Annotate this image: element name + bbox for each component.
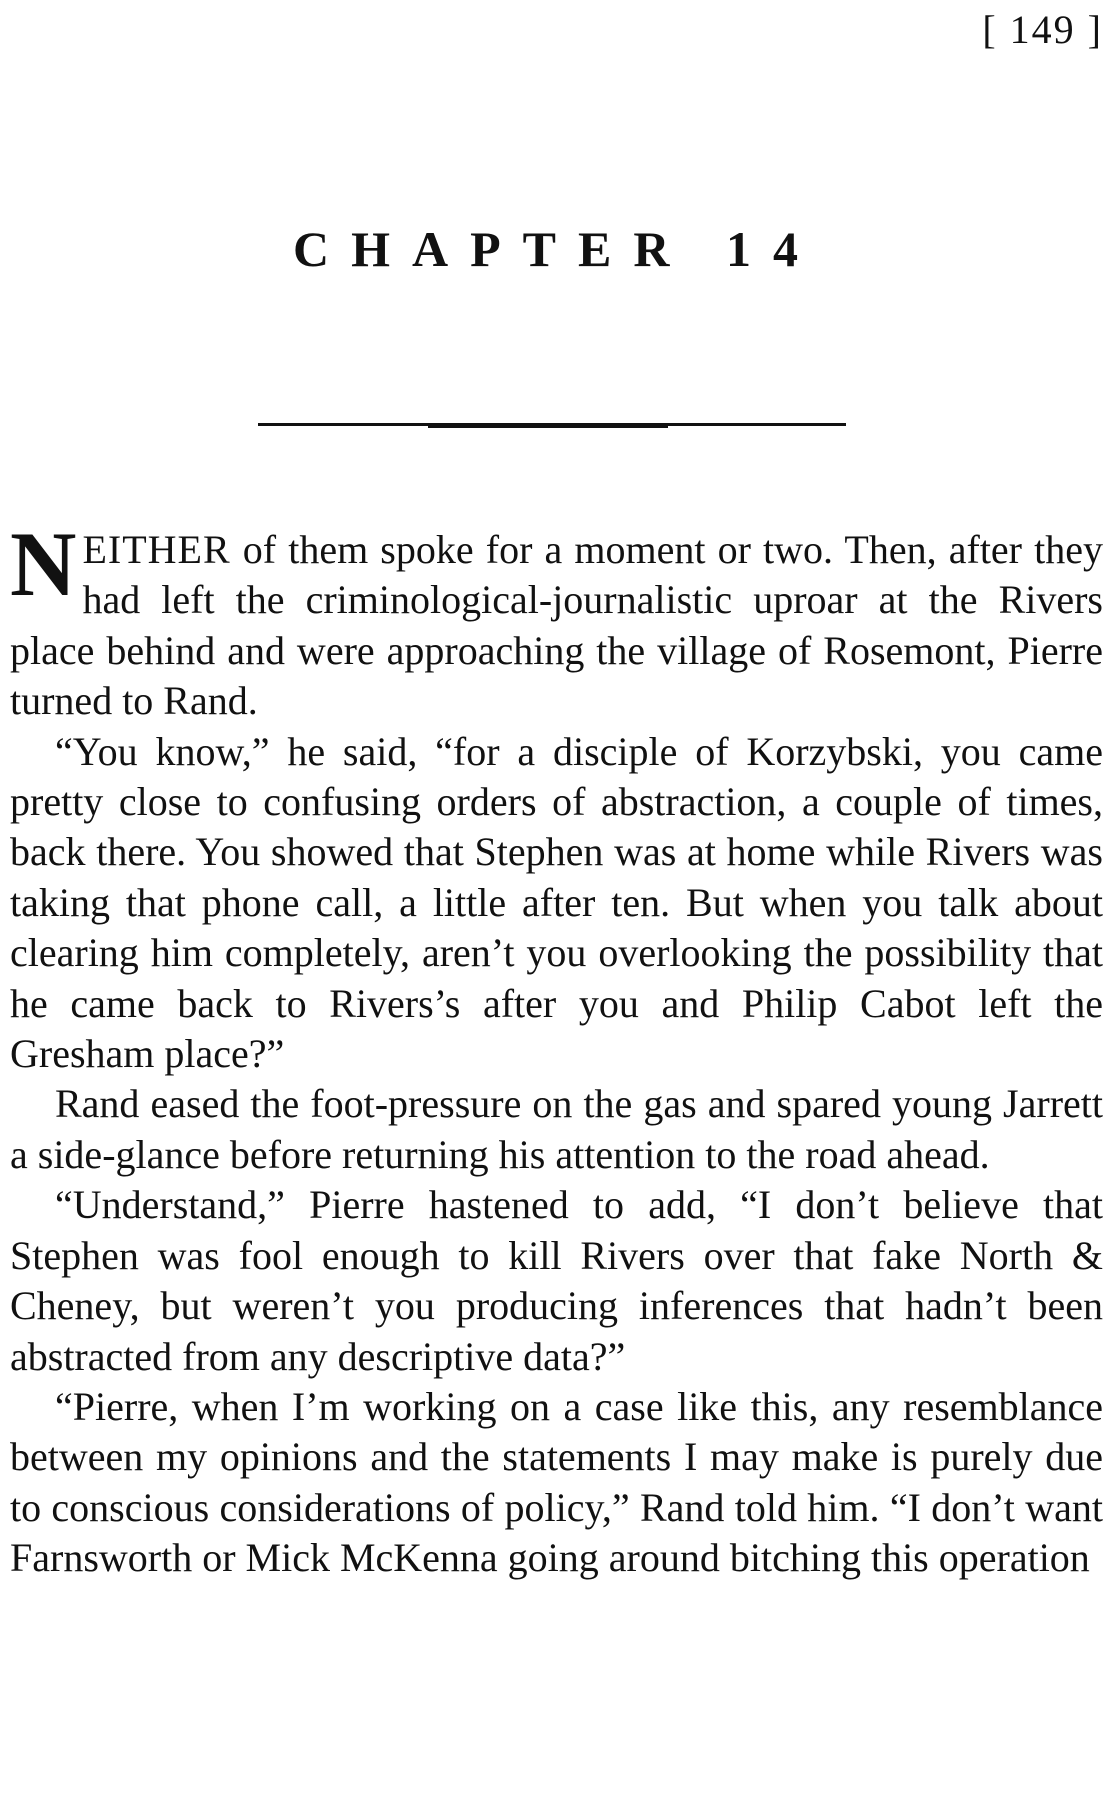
chapter-title: CHAPTER 14 (293, 221, 820, 277)
paragraph-1-text: of them spoke for a moment or two. Then, after they had left the criminological-journalistic uproar at the Rivers place behind and were approaching the village of Rosemont, Pierre turned to Rand. (10, 527, 1103, 724)
paragraph-1 (10, 513, 1103, 727)
chapter-divider-rule (258, 423, 846, 426)
paragraph-3: Rand eased the foot-pressure on the gas and spared young Jarrett a side-glance before returning his attention to the road ahead. (10, 1081, 1103, 1177)
opening-word: EITHER (82, 527, 231, 572)
drop-cap: N (10, 513, 75, 615)
body-text (10, 513, 1103, 1584)
paragraph-4: “Understand,” Pierre hastened to add, “I don’t believe that Stephen was fool enough to kill Rivers over that fake North & Cheney, but weren’t you producing inferences that hadn’t been abstracted from any descriptive data?” (10, 1182, 1103, 1379)
page-number: [ 149 ] (982, 7, 1103, 52)
paragraph-5: “Pierre, when I’m working on a case like this, any resemblance between my opinions and the statements I may make is purely due to conscious considerations of policy,” Rand told him. “I don’t want Farnsworth or Mick McKenna going around bitching this operation (10, 1383, 1103, 1581)
paragraph-2: “You know,” he said, “for a disciple of Korzybski, you came pretty close to confusing orders of abstraction, a couple of times, back there. You showed that Stephen was at home while Rivers was taking that phone call, a little after ten. But when you talk about clearing him completely, aren’t you overlooking the possibility that he came back to Rivers’s after you and Philip Cabot left the Gresham place?” (10, 728, 1103, 1077)
